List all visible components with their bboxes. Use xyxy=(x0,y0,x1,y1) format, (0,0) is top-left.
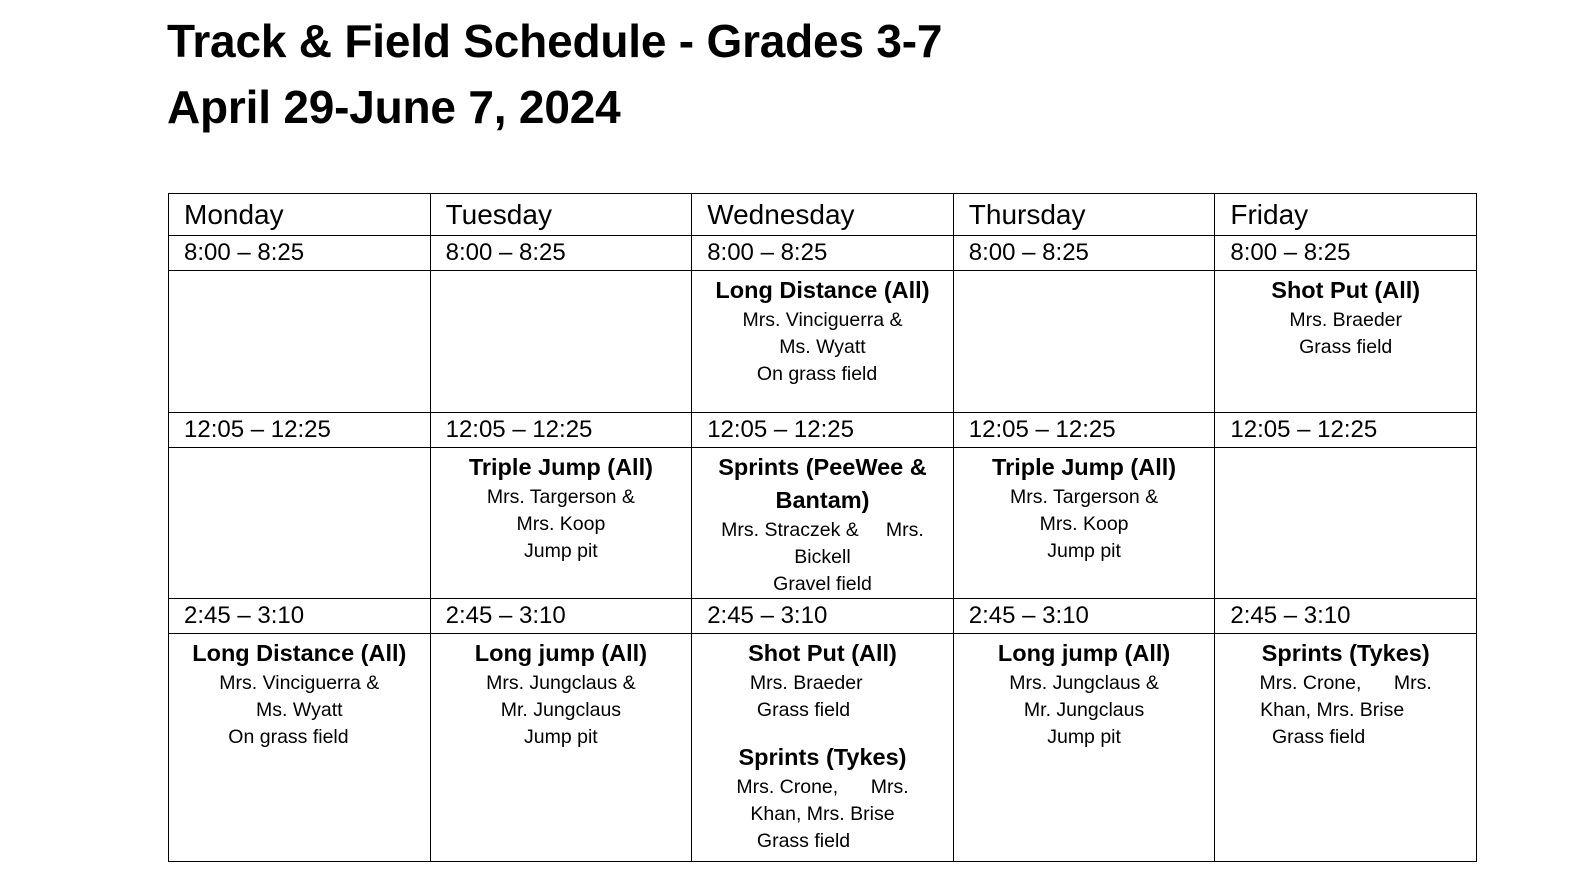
event-entry xyxy=(431,634,692,751)
title-line-2: April 29-June 7, 2024 xyxy=(167,81,621,133)
schedule-table xyxy=(168,193,1477,862)
event-detail: Jump pit xyxy=(1047,726,1121,748)
event-name: Sprints (Tykes) xyxy=(738,744,907,770)
event-detail: Khan, Mrs. Brise xyxy=(1260,699,1432,721)
time-slot-cell xyxy=(430,236,692,271)
event-detail: Gravel field xyxy=(773,573,872,595)
day-header-cell xyxy=(1215,194,1477,236)
event-detail: Jump pit xyxy=(1047,540,1121,562)
event-detail: Grass field xyxy=(756,830,889,852)
activity-cell xyxy=(953,634,1215,862)
day-name: Monday xyxy=(184,199,284,230)
time-slot-label: 8:00 – 8:25 xyxy=(707,239,828,266)
event-entry xyxy=(431,448,692,565)
activity-cell xyxy=(953,448,1215,599)
time-slot-cell xyxy=(1215,599,1477,634)
time-slot-label: 2:45 – 3:10 xyxy=(445,602,566,629)
activity-cell xyxy=(1215,271,1477,413)
time-slot-label: 12:05 – 12:25 xyxy=(445,416,593,443)
event-entry xyxy=(1215,634,1476,751)
event-detail: Ms. Wyatt xyxy=(256,699,343,721)
event-name: Long jump (All) xyxy=(474,640,648,666)
empty-activity-cell xyxy=(169,271,431,413)
event-detail: Jump pit xyxy=(524,540,598,562)
time-slot-cell xyxy=(692,599,954,634)
event-detail: Khan, Mrs. Brise xyxy=(750,803,895,825)
day-header-cell xyxy=(953,194,1215,236)
event-detail: Mrs. Vinciguerra & xyxy=(219,672,380,694)
activity-cell xyxy=(692,634,954,862)
event-entry xyxy=(1215,271,1476,361)
activity-cell xyxy=(169,634,431,862)
activity-cell xyxy=(430,634,692,862)
time-slot-row xyxy=(169,413,1477,448)
event-name: Shot Put (All) xyxy=(748,640,897,666)
day-header-cell xyxy=(692,194,954,236)
day-header-cell xyxy=(430,194,692,236)
day-name: Tuesday xyxy=(445,199,552,230)
title-line-1: Track & Field Schedule - Grades 3-7 xyxy=(167,15,943,67)
time-slot-cell xyxy=(953,413,1215,448)
schedule-body xyxy=(169,194,1477,862)
event-entry xyxy=(169,634,430,751)
event-detail: Mrs. Jungclaus & xyxy=(1009,672,1159,694)
time-slot-cell xyxy=(430,599,692,634)
event-detail: Mrs. Crone, Mrs. xyxy=(736,776,909,798)
time-slot-label: 2:45 – 3:10 xyxy=(707,602,828,629)
time-slot-label: 8:00 – 8:25 xyxy=(968,239,1089,266)
event-detail: Ms. Wyatt xyxy=(779,336,866,358)
empty-activity-cell xyxy=(1215,448,1477,599)
event-name: Long Distance (All) xyxy=(192,640,407,666)
event-name: Triple Jump (All) xyxy=(992,454,1177,480)
time-slot-cell xyxy=(169,413,431,448)
day-name: Wednesday xyxy=(707,199,855,230)
event-entry xyxy=(692,271,953,388)
day-name: Thursday xyxy=(968,199,1086,230)
event-detail: Grass field xyxy=(756,699,889,721)
event-detail: On grass field xyxy=(228,726,371,748)
event-name: Sprints (Tykes) xyxy=(1261,640,1430,666)
activity-cell xyxy=(692,448,954,599)
event-name: Shot Put (All) xyxy=(1271,277,1421,303)
time-slot-cell xyxy=(953,236,1215,271)
activity-cell xyxy=(692,271,954,413)
event-detail: On grass field xyxy=(756,363,889,385)
time-slot-cell xyxy=(1215,236,1477,271)
time-slot-label: 2:45 – 3:10 xyxy=(1230,602,1351,629)
empty-activity-cell xyxy=(953,271,1215,413)
empty-activity-cell xyxy=(430,271,692,413)
activity-cell xyxy=(430,448,692,599)
time-slot-label: 2:45 – 3:10 xyxy=(184,602,305,629)
activity-row xyxy=(169,634,1477,862)
event-entry xyxy=(954,448,1215,565)
event-detail: Mrs. Straczek & Mrs. xyxy=(721,519,924,541)
time-slot-label: 12:05 – 12:25 xyxy=(1230,416,1378,443)
event-detail: Mr. Jungclaus xyxy=(1023,699,1145,721)
event-entry xyxy=(692,738,953,855)
time-slot-cell xyxy=(692,413,954,448)
event-detail: Mrs. Jungclaus & xyxy=(486,672,636,694)
event-detail: Grass field xyxy=(1299,336,1393,358)
time-slot-label: 12:05 – 12:25 xyxy=(968,416,1116,443)
event-name: Long jump (All) xyxy=(997,640,1171,666)
event-entry xyxy=(954,634,1215,751)
event-detail: Mrs. Vinciguerra & xyxy=(742,309,903,331)
time-slot-label: 8:00 – 8:25 xyxy=(1230,239,1351,266)
event-entry xyxy=(692,634,953,724)
event-detail: Mrs. Koop xyxy=(516,513,606,535)
empty-activity-cell xyxy=(169,448,431,599)
event-entry xyxy=(692,448,953,598)
time-slot-row xyxy=(169,599,1477,634)
time-slot-cell xyxy=(953,599,1215,634)
document-title xyxy=(167,8,942,140)
activity-row xyxy=(169,271,1477,413)
time-slot-label: 12:05 – 12:25 xyxy=(707,416,854,443)
event-detail: Mrs. Braeder xyxy=(1289,309,1403,331)
day-header-row xyxy=(169,194,1477,236)
event-name: Long Distance (All) xyxy=(715,277,930,303)
time-slot-label: 8:00 – 8:25 xyxy=(445,239,566,266)
time-slot-label: 2:45 – 3:10 xyxy=(968,602,1089,629)
time-slot-row xyxy=(169,236,1477,271)
time-slot-label: 8:00 – 8:25 xyxy=(184,239,305,266)
time-slot-label: 12:05 – 12:25 xyxy=(184,416,331,443)
activity-cell xyxy=(1215,634,1477,862)
event-detail: Grass field xyxy=(1272,726,1420,748)
activity-row xyxy=(169,448,1477,599)
event-detail: Mrs. Koop xyxy=(1039,513,1129,535)
time-slot-cell xyxy=(169,599,431,634)
event-detail: Mrs. Targerson & xyxy=(486,486,635,508)
day-name: Friday xyxy=(1230,199,1309,230)
event-name: Triple Jump (All) xyxy=(468,454,653,480)
event-detail: Mrs. Targerson & xyxy=(1010,486,1159,508)
time-slot-cell xyxy=(169,236,431,271)
time-slot-cell xyxy=(692,236,954,271)
time-slot-cell xyxy=(1215,413,1477,448)
event-detail: Mrs. Crone, Mrs. xyxy=(1259,672,1432,694)
event-detail: Bickell xyxy=(794,546,851,568)
event-name: Sprints (PeeWee & Bantam) xyxy=(718,454,927,513)
event-detail: Mr. Jungclaus xyxy=(500,699,622,721)
event-detail: Jump pit xyxy=(524,726,598,748)
time-slot-cell xyxy=(430,413,692,448)
event-detail: Mrs. Braeder xyxy=(749,672,896,694)
day-header-cell xyxy=(169,194,431,236)
